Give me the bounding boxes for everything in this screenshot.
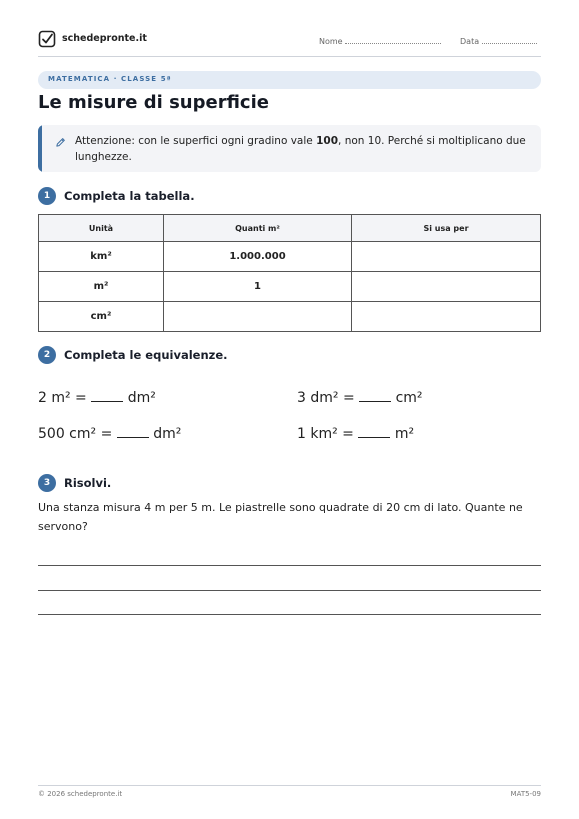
note-text xyxy=(75,133,527,165)
table-answer-cell[interactable] xyxy=(352,272,541,302)
units-table xyxy=(38,214,541,332)
equivalence-unit: cm² xyxy=(395,390,423,406)
table-row xyxy=(39,302,541,332)
table-row xyxy=(39,272,541,302)
brand-name: schedepronte.it xyxy=(62,33,147,44)
answer-line[interactable] xyxy=(38,590,541,591)
equivalence-item xyxy=(38,389,156,406)
table-row xyxy=(39,242,541,272)
table-cell: m² xyxy=(39,272,164,302)
equivalence-left: 2 m² = xyxy=(38,390,87,406)
equivalence-unit: dm² xyxy=(127,390,156,406)
note-bold: 100 xyxy=(316,135,339,147)
table-header-row xyxy=(39,215,541,242)
equivalence-left: 1 km² = xyxy=(297,426,354,442)
footer-code: MAT5-09 xyxy=(510,790,541,798)
table-header-cell: Si usa per xyxy=(352,215,541,242)
note-accent-bar xyxy=(38,125,42,172)
section-title: Risolvi. xyxy=(64,476,112,490)
subject-badge xyxy=(38,71,541,89)
name-line xyxy=(345,35,441,44)
footer-copyright: © 2026 schedepronte.it xyxy=(38,790,123,798)
answer-blank[interactable] xyxy=(359,389,391,402)
section-title: Completa le equivalenze. xyxy=(64,348,228,362)
answer-blank[interactable] xyxy=(358,425,390,438)
worksheet-page xyxy=(38,0,541,819)
note-box xyxy=(38,125,541,172)
table-header-cell: Quanti m² xyxy=(164,215,352,242)
equivalence-left: 500 cm² = xyxy=(38,426,113,442)
equivalence-item xyxy=(38,425,181,442)
equivalence-item xyxy=(297,389,423,406)
header-divider xyxy=(38,56,541,57)
section-number: 1 xyxy=(38,187,56,205)
equivalence-item xyxy=(297,425,414,442)
table-cell: cm² xyxy=(39,302,164,332)
checklist-logo-icon xyxy=(38,30,56,48)
date-field xyxy=(460,35,537,46)
answer-blank[interactable] xyxy=(117,425,149,438)
table-cell: 1 xyxy=(164,272,352,302)
table-header-cell: Unità xyxy=(39,215,164,242)
equivalence-unit: dm² xyxy=(153,426,182,442)
section-number: 3 xyxy=(38,474,56,492)
date-line xyxy=(482,35,537,44)
footer-divider xyxy=(38,785,541,786)
subject-badge-label: MATEMATICA · CLASSE 5ª xyxy=(48,75,172,83)
table-answer-cell[interactable] xyxy=(164,302,352,332)
answer-line[interactable] xyxy=(38,565,541,566)
table-answer-cell[interactable] xyxy=(352,302,541,332)
name-field xyxy=(319,35,441,46)
section-number: 2 xyxy=(38,346,56,364)
table-cell: km² xyxy=(39,242,164,272)
name-label: Nome xyxy=(319,37,343,46)
equivalence-left: 3 dm² = xyxy=(297,390,355,406)
note-suffix: , non 10. Perché si moltiplicano due lunghezze. xyxy=(75,135,526,163)
table-answer-cell[interactable] xyxy=(352,242,541,272)
section-title: Completa la tabella. xyxy=(64,189,195,203)
page-title: Le misure di superficie xyxy=(38,92,269,113)
page-header xyxy=(38,30,541,50)
answer-blank[interactable] xyxy=(91,389,123,402)
note-prefix: Attenzione: con le superfici ogni gradino vale xyxy=(75,135,317,147)
date-label: Data xyxy=(460,37,480,46)
pencil-icon xyxy=(55,137,66,148)
answer-line[interactable] xyxy=(38,614,541,615)
problem-text: Una stanza misura 4 m per 5 m. Le piastrelle sono quadrate di 20 cm di lato. Quante ne servono? xyxy=(38,501,523,533)
table-cell: 1.000.000 xyxy=(164,242,352,272)
equivalence-unit: m² xyxy=(394,426,415,442)
